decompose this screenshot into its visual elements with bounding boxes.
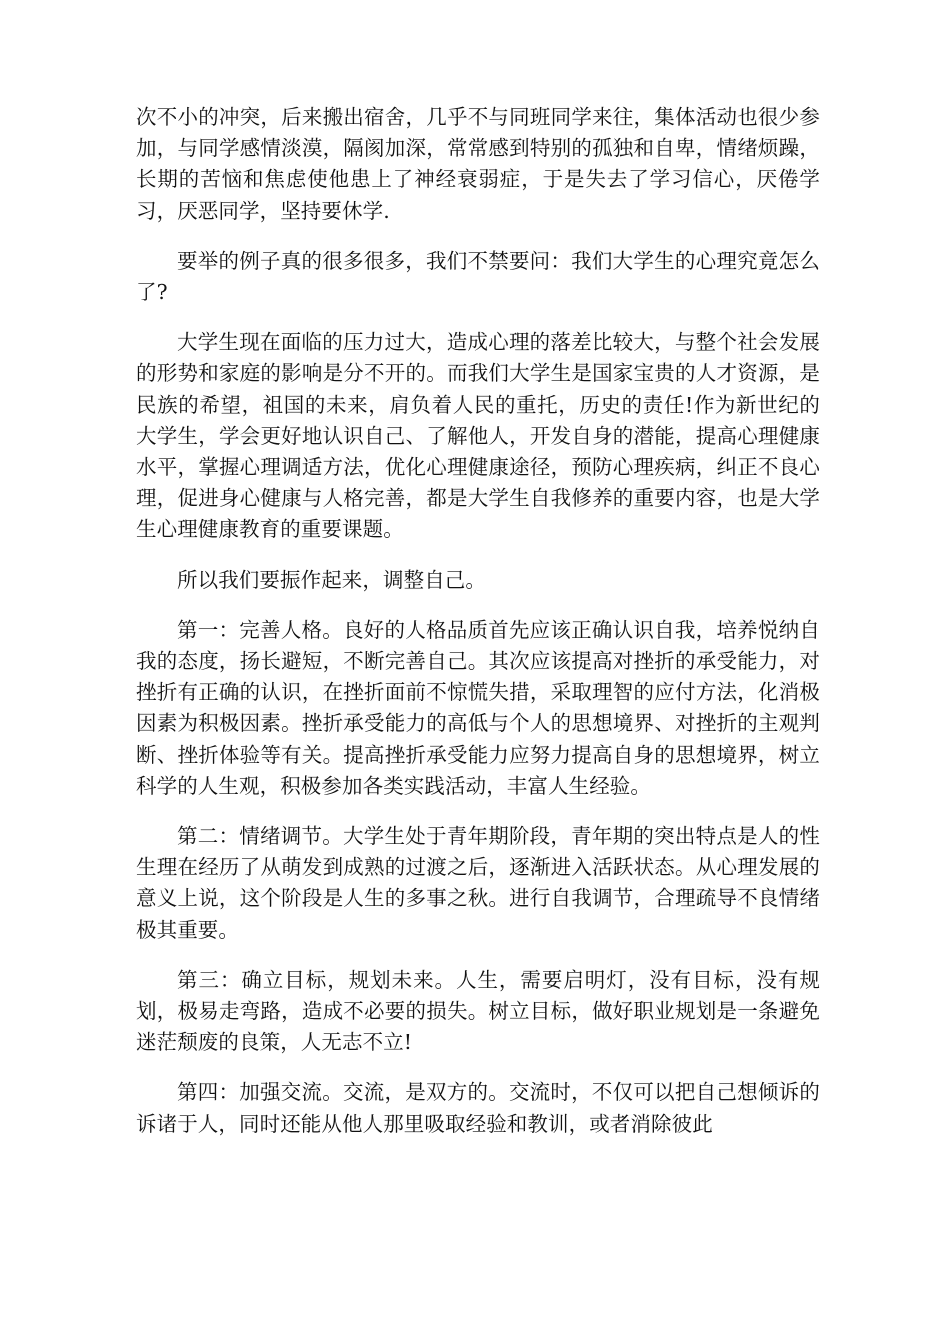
paragraph-adjust: 所以我们要振作起来，调整自己。 bbox=[177, 567, 486, 592]
paragraph-continued: 次不小的冲突，后来搬出宿舍，几乎不与同班同学来往，集体活动也很少参加，与同学感情淡漠，隔阂加深，常常感到特别的孤独和自卑，情绪烦躁，长期的苦恼和焦虑使他患上了神经衰弱症，于是失去了学习信心，厌倦学习，厌恶同学，坚持要休学. bbox=[136, 105, 820, 223]
paragraph-point-three: 第三：确立目标，规划未来。人生，需要启明灯，没有目标，没有规划，极易走弯路，造成不必要的损失。树立目标，做好职业规划是一条避免迷茫颓废的良策，人无志不立! bbox=[136, 967, 820, 1055]
paragraph-point-four: 第四：加强交流。交流，是双方的。交流时，不仅可以把自己想倾诉的诉诸于人，同时还能从他人那里吸取经验和教训，或者消除彼此 bbox=[136, 1080, 820, 1136]
paragraph-point-two: 第二：情绪调节。大学生处于青年期阶段，青年期的突出特点是人的性生理在经历了从萌发到成熟的过渡之后，逐渐进入活跃状态。从心理发展的意义上说，这个阶段是人生的多事之秋。进行自我调节，合理疏导不良情绪极其重要。 bbox=[136, 824, 820, 942]
paragraph-point-one: 第一：完善人格。良好的人格品质首先应该正确认识自我，培养悦纳自我的态度，扬长避短，不断完善自己。其次应该提高对挫折的承受能力，对挫折有正确的认识，在挫折面前不惊慌失措，采取理智的应付方法，化消极因素为积极因素。挫折承受能力的高低与个人的思想境界、对挫折的主观判断、挫折体验等有关。提高挫折承受能力应努力提高自身的思想境界，树立科学的人生观，积极参加各类实践活动，丰富人生经验。 bbox=[136, 617, 820, 798]
document-body bbox=[136, 102, 820, 1159]
paragraph-question: 要举的例子真的很多很多，我们不禁要问：我们大学生的心理究竟怎么了? bbox=[136, 248, 820, 305]
paragraph-pressure: 大学生现在面临的压力过大，造成心理的落差比较大，与整个社会发展的形势和家庭的影响是分不开的。而我们大学生是国家宝贵的人才资源，是民族的希望，祖国的未来，肩负着人民的重托，历史的责任!作为新世纪的大学生，学会更好地认识自己、了解他人，开发自身的潜能，提高心理健康水平，掌握心理调适方法，优化心理健康途径，预防心理疾病，纠正不良心理，促进身心健康与人格完善，都是大学生自我修养的重要内容，也是大学生心理健康教育的重要课题。 bbox=[136, 330, 820, 542]
